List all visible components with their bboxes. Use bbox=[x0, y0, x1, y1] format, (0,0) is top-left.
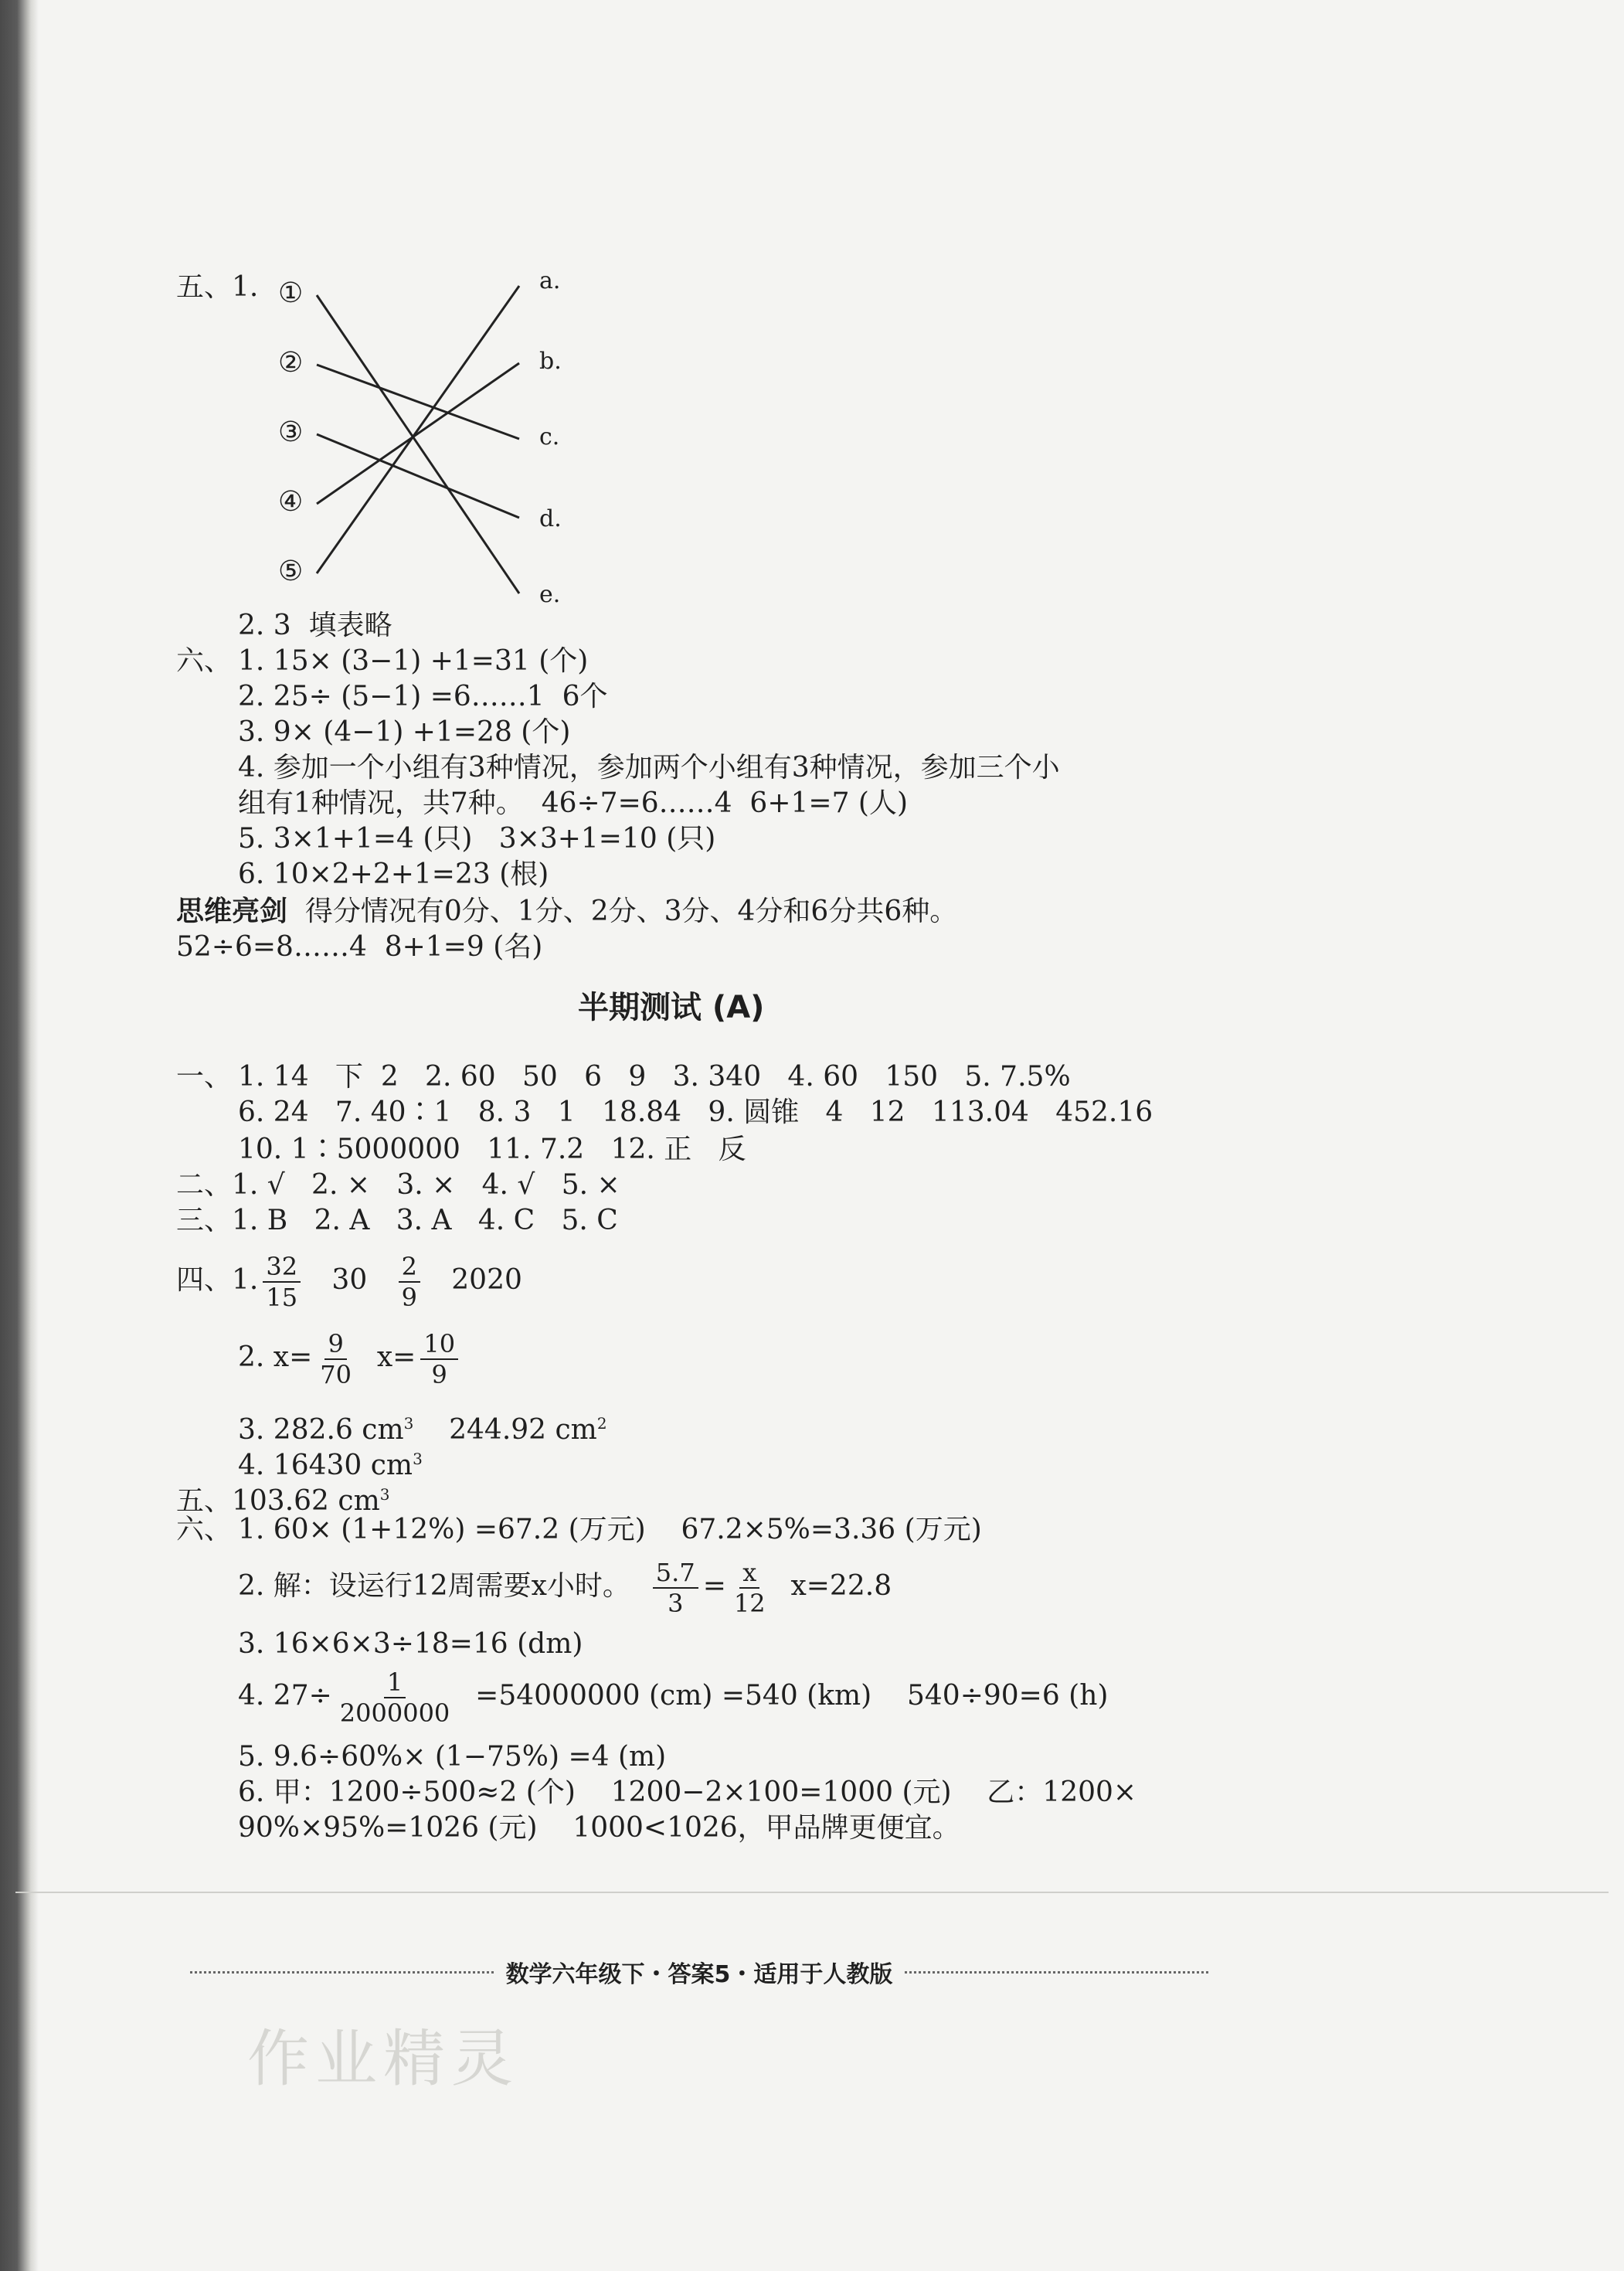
midterm-title: 半期测试 (A) bbox=[578, 990, 765, 1025]
section6-label: 六、 bbox=[176, 645, 233, 677]
section6-line-2: 2. 25÷ (5−1) =6……1 6个 bbox=[238, 681, 608, 712]
superscript: 2 bbox=[596, 1414, 607, 1433]
footer-text: 数学六年级下・答案5・适用于人教版 bbox=[505, 1961, 893, 1988]
page-footer bbox=[178, 1955, 1221, 1989]
midterm-s6-q6a: 6. 甲：1200÷500≈2 (个) 1200−2×100=1000 (元) 乙：1200× bbox=[238, 1776, 1137, 1808]
left-item-5: ⑤ bbox=[278, 556, 304, 587]
fraction-denominator: 15 bbox=[266, 1283, 298, 1312]
fraction-numerator: x bbox=[739, 1558, 759, 1589]
section5-label: 五、1. bbox=[176, 271, 259, 303]
matching-lines bbox=[0, 0, 1624, 695]
midterm-s6-q2 bbox=[238, 1552, 892, 1621]
s4-q2-prefix: 2. x= bbox=[238, 1341, 313, 1373]
fraction-1-2000000 bbox=[337, 1668, 454, 1728]
s4-q3-b: 244.92 cm bbox=[449, 1414, 597, 1446]
fraction-denominator: 70 bbox=[320, 1360, 352, 1389]
fraction-9-70 bbox=[317, 1329, 355, 1389]
value-30: 30 bbox=[331, 1264, 368, 1296]
section6-line-5: 组有1种情况，共7种。 46÷7=6……4 6+1=7 (人) bbox=[238, 787, 909, 819]
s4-q3-a: 3. 282.6 cm bbox=[238, 1414, 404, 1446]
left-item-3: ③ bbox=[278, 416, 304, 448]
section6-line-7: 6. 10×2+2+1=23 (根) bbox=[238, 858, 549, 890]
right-item-d: d. bbox=[539, 505, 562, 532]
midterm-s4-q1 bbox=[176, 1246, 522, 1315]
superscript: 3 bbox=[379, 1485, 390, 1504]
fraction-numerator: 10 bbox=[420, 1329, 458, 1360]
section6-line-6: 5. 3×1+1=4 (只) 3×3+1=10 (只) bbox=[238, 823, 716, 855]
fraction-numerator: 5.7 bbox=[653, 1558, 698, 1589]
midterm-s6-label: 六、 bbox=[176, 1514, 233, 1545]
fraction-denominator: 2000000 bbox=[339, 1698, 450, 1728]
midterm-s6-q4 bbox=[238, 1661, 1108, 1731]
thinking-label: 思维亮剑 bbox=[176, 896, 288, 927]
connection-4-b bbox=[317, 363, 519, 504]
fraction-5.7-3 bbox=[653, 1558, 698, 1618]
footer-divider bbox=[15, 1892, 1609, 1893]
thinking-line-1 bbox=[176, 895, 957, 929]
connection-3-d bbox=[317, 434, 519, 518]
left-item-1: ① bbox=[278, 277, 304, 309]
midterm-s6-q5: 5. 9.6÷60%× (1−75%) =4 (m) bbox=[238, 1741, 667, 1773]
left-item-2: ② bbox=[278, 347, 304, 379]
s6-q2-b: x=22.8 bbox=[790, 1570, 892, 1602]
footer-dots-right bbox=[905, 1971, 1208, 1974]
fraction-10-9 bbox=[420, 1329, 458, 1389]
fraction-numerator: 2 bbox=[399, 1252, 420, 1283]
section6-line-1: 1. 15× (3−1) +1=31 (个) bbox=[238, 645, 589, 677]
midterm-s6-q3: 3. 16×6×3÷18=16 (dm) bbox=[238, 1628, 583, 1660]
fraction-denominator: 12 bbox=[733, 1589, 766, 1618]
s5-a: 五、103.62 cm bbox=[176, 1485, 380, 1517]
s4-q2-mid: x= bbox=[376, 1341, 416, 1373]
thinking-text: 得分情况有0分、1分、2分、3分、4分和6分共6种。 bbox=[287, 896, 958, 927]
midterm-s6-q6b: 90%×95%=1026 (元) 1000<1026，甲品牌更便宜。 bbox=[238, 1812, 960, 1844]
fraction-numerator: 1 bbox=[384, 1668, 406, 1698]
right-item-a: a. bbox=[539, 267, 561, 294]
fraction-32-15 bbox=[263, 1252, 301, 1312]
midterm-s3: 三、1. B 2. A 3. A 4. C 5. C bbox=[176, 1205, 618, 1236]
fraction-denominator: 3 bbox=[668, 1589, 684, 1618]
section6-line-4: 4. 参加一个小组有3种情况，参加两个小组有3种情况，参加三个小 bbox=[238, 752, 1060, 784]
midterm-s1-line-2: 6. 24 7. 40∶1 8. 3 1 18.84 9. 圆锥 4 12 113.04 452.16 bbox=[238, 1096, 1153, 1128]
midterm-s1-label: 一、 bbox=[176, 1061, 233, 1093]
fraction-x-12 bbox=[731, 1558, 769, 1618]
right-item-e: e. bbox=[539, 581, 561, 608]
midterm-s1-line-3: 10. 1∶5000000 11. 7.2 12. 正 反 bbox=[238, 1134, 746, 1165]
s6-q4-a: 4. 27÷ bbox=[238, 1680, 332, 1712]
midterm-s6-q1: 1. 60× (1+12%) =67.2 (万元) 67.2×5%=3.36 (万元) bbox=[238, 1514, 982, 1545]
s4-q4-a: 4. 16430 cm bbox=[238, 1450, 413, 1481]
left-item-4: ④ bbox=[278, 486, 304, 518]
thinking-line-2: 52÷6=8……4 8+1=9 (名) bbox=[176, 931, 543, 963]
s6-q2-a: 2. 解：设运行12周需要x小时。 bbox=[238, 1570, 630, 1602]
watermark: 作业精灵 bbox=[247, 2023, 519, 2095]
fraction-2-9 bbox=[399, 1252, 420, 1312]
superscript: 3 bbox=[413, 1450, 423, 1468]
superscript: 3 bbox=[403, 1414, 414, 1433]
fraction-numerator: 32 bbox=[263, 1252, 301, 1283]
section6-line-3: 3. 9× (4−1) +1=28 (个) bbox=[238, 716, 571, 748]
midterm-s4-label: 四、1. bbox=[176, 1264, 259, 1296]
section5-q2: 2. 3 填表略 bbox=[238, 610, 392, 641]
midterm-s1-line-1: 1. 14 下 2 2. 60 50 6 9 3. 340 4. 60 150 5. 7.5% bbox=[238, 1061, 1071, 1093]
s6-q2-eq: = bbox=[702, 1570, 726, 1602]
value-2020: 2020 bbox=[451, 1264, 522, 1296]
right-item-c: c. bbox=[539, 423, 560, 450]
fraction-numerator: 9 bbox=[324, 1329, 346, 1360]
s6-q4-b: =54000000 (cm) =540 (km) 540÷90=6 (h) bbox=[475, 1680, 1109, 1712]
midterm-s4-q2 bbox=[238, 1323, 463, 1392]
footer-dots-left bbox=[190, 1971, 494, 1974]
right-item-b: b. bbox=[539, 348, 562, 375]
connection-1-e bbox=[317, 295, 519, 593]
fraction-denominator: 9 bbox=[431, 1360, 447, 1389]
connection-5-a bbox=[317, 286, 519, 573]
midterm-s2: 二、1. √ 2. × 3. × 4. √ 5. × bbox=[176, 1169, 620, 1201]
fraction-denominator: 9 bbox=[401, 1283, 417, 1312]
